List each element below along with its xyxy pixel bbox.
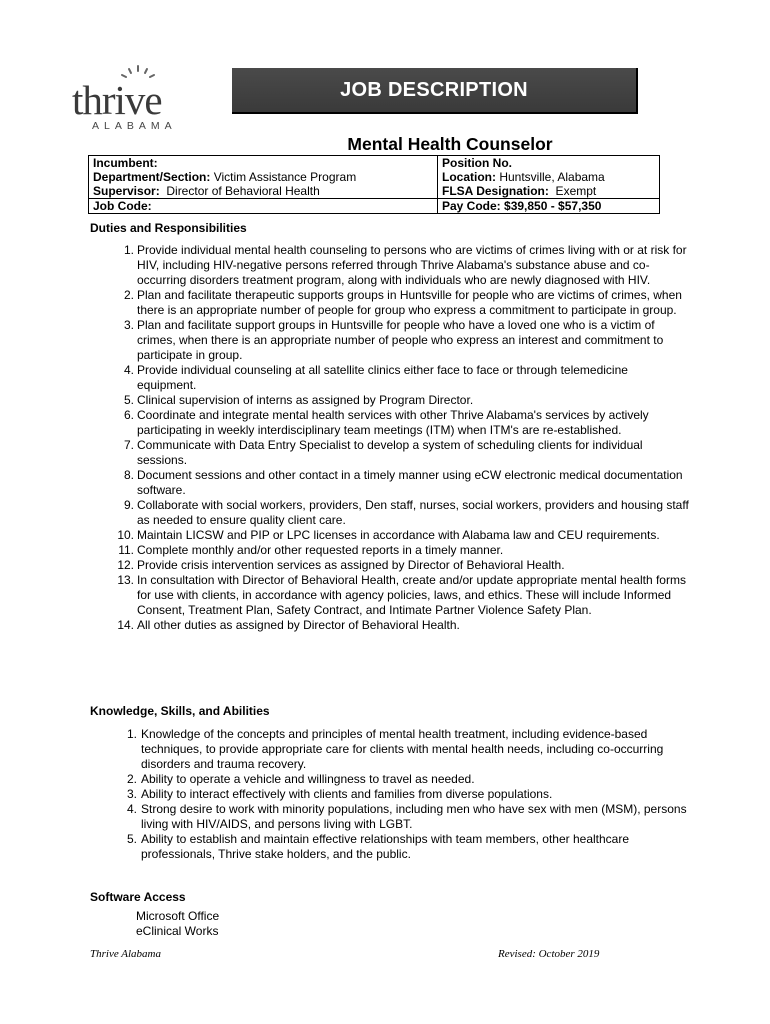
list-item-text: Clinical supervision of interns as assigned by Program Director.	[137, 393, 474, 407]
list-item	[90, 498, 690, 528]
list-item	[90, 528, 690, 543]
list-item-text: Plan and facilitate therapeutic supports groups in Huntsville for people who are victims of crimes, when there is an appropriate number of people for group who express a commitment to participate in group.	[137, 288, 682, 317]
job-description-banner	[232, 68, 638, 114]
job-code-cell: Job Code:	[89, 199, 438, 214]
position-info-table	[88, 155, 660, 214]
logo-wordmark: thrive	[72, 77, 162, 123]
list-item	[90, 318, 690, 363]
list-item	[90, 787, 690, 802]
list-item-number: 11.	[118, 543, 134, 557]
list-item-number: 1.	[123, 243, 134, 257]
duties-heading: Duties and Responsibilities	[90, 221, 247, 235]
list-item	[90, 558, 690, 573]
list-item-number: 14.	[117, 618, 134, 632]
list-item-number: 7.	[123, 438, 134, 452]
list-item-text: Document sessions and other contact in a timely manner using eCW electronic medical documentation software.	[137, 468, 683, 497]
thrive-alabama-logo	[72, 64, 192, 134]
list-item-number: 6.	[123, 408, 134, 422]
location-cell: Location: Huntsville, Alabama	[438, 170, 660, 184]
list-item	[90, 288, 690, 318]
list-item-text: Complete monthly and/or other requested reports in a timely manner.	[137, 543, 504, 557]
list-item-text: Ability to operate a vehicle and willingness to travel as needed.	[141, 772, 475, 786]
list-item-text: Strong desire to work with minority populations, including men who have sex with men (MSM), persons living with HIV/AIDS, and persons living with LGBT.	[141, 802, 687, 831]
list-item-number: 4.	[123, 363, 134, 377]
list-item-text: Plan and facilitate support groups in Huntsville for people who have a loved one who is a victim of crimes, when there is an appropriate number of people who express an interest and commitment to participate in group.	[137, 318, 664, 362]
list-item	[90, 802, 690, 832]
logo-subtitle: ALABAMA	[92, 120, 177, 132]
list-item-number: 3.	[123, 318, 134, 332]
list-item	[90, 363, 690, 393]
list-item-number: 10.	[117, 528, 134, 542]
list-item-text: Communicate with Data Entry Specialist to develop a system of scheduling clients for individual sessions.	[137, 438, 643, 467]
incumbent-cell: Incumbent:	[89, 156, 438, 171]
list-item-number: 12.	[117, 558, 134, 572]
list-item-number: 5.	[126, 832, 137, 846]
list-item-number: 2.	[126, 772, 137, 786]
ksa-list	[90, 727, 690, 862]
list-item	[90, 618, 690, 633]
list-item	[90, 468, 690, 498]
list-item-text: Provide individual mental health counseling to persons who are victims of crimes living with or at risk for HIV, including HIV-negative persons referred through Thrive Alabama's substance abuse and co-occurring disorders treatment program, along with individuals who are newly diagnosed with HIV.	[137, 243, 687, 287]
list-item-number: 3.	[126, 787, 137, 801]
list-item-number: 8.	[123, 468, 134, 482]
list-item-text: Knowledge of the concepts and principles of mental health treatment, including evidence-based techniques, to provide appropriate care for clients with mental health needs, including co-occurring disorders and trauma recovery.	[141, 727, 664, 771]
list-item	[90, 573, 690, 618]
list-item	[90, 393, 690, 408]
software-item: Microsoft Office	[136, 909, 220, 923]
page-title: Mental Health Counselor	[347, 134, 553, 154]
list-item	[90, 772, 690, 787]
software-item: eClinical Works	[136, 924, 219, 938]
department-cell: Department/Section: Victim Assistance Program	[89, 170, 438, 184]
banner-title: JOB DESCRIPTION	[232, 68, 636, 112]
position-no-cell: Position No.	[438, 156, 660, 171]
footer-org: Thrive Alabama	[90, 948, 161, 960]
list-item-number: 2.	[123, 288, 134, 302]
list-item-number: 5.	[123, 393, 134, 407]
list-item-text: In consultation with Director of Behavioral Health, create and/or update appropriate mental health forms for use with clients, in accordance with agency policies, laws, and ethics. These will include Informed Consent, Treatment Plan, Safety Contract, and Intimate Partner Violence Safety Plan.	[137, 573, 686, 617]
list-item	[90, 408, 690, 438]
list-item	[90, 543, 690, 558]
list-item-number: 1.	[126, 727, 137, 741]
list-item-text: Collaborate with social workers, providers, Den staff, nurses, social workers, providers and housing staff as needed to ensure quality client care.	[137, 498, 689, 527]
list-item-text: Ability to establish and maintain effective relationships with team members, other healthcare professionals, Thrive stake holders, and the public.	[141, 832, 630, 861]
list-item-number: 9.	[123, 498, 134, 512]
list-item	[90, 832, 690, 862]
list-item-text: Ability to interact effectively with clients and families from diverse populations.	[141, 787, 553, 801]
list-item-number: 4.	[126, 802, 137, 816]
list-item-number: 13.	[117, 573, 134, 587]
list-item-text: Provide individual counseling at all satellite clinics either face to face or through telemedicine equipment.	[137, 363, 628, 392]
footer-revised: Revised: October 2019	[498, 948, 600, 960]
ksa-heading: Knowledge, Skills, and Abilities	[90, 704, 270, 718]
pay-code-cell: Pay Code: $39,850 - $57,350	[438, 199, 660, 214]
list-item-text: Coordinate and integrate mental health services with other Thrive Alabama's services by actively participating in weekly interdisciplinary team meetings (ITM) when ITM's are re-established.	[137, 408, 649, 437]
list-item-text: Maintain LICSW and PIP or LPC licenses in accordance with Alabama law and CEU requirements.	[137, 528, 660, 542]
list-item	[90, 243, 690, 288]
list-item-text: Provide crisis intervention services as assigned by Director of Behavioral Health.	[137, 558, 565, 572]
supervisor-cell: Supervisor: Director of Behavioral Health	[89, 184, 438, 199]
duties-list	[90, 243, 690, 633]
list-item	[90, 727, 690, 772]
list-item-text: All other duties as assigned by Director of Behavioral Health.	[137, 618, 460, 632]
flsa-cell: FLSA Designation: Exempt	[438, 184, 660, 199]
list-item	[90, 438, 690, 468]
software-heading: Software Access	[90, 890, 186, 904]
